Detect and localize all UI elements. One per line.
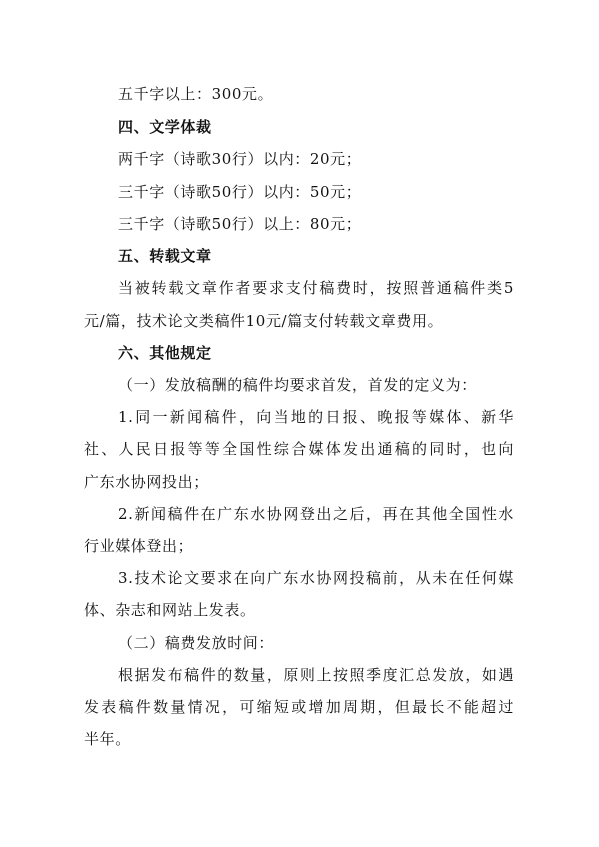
fee-literature-2000: 两千字（诗歌30行）以内：20元； [118, 150, 362, 168]
rule-1-line-1: 1.同一新闻稿件，向当地的日报、晚报等媒体、新华 [118, 408, 514, 426]
payment-paragraph-line-2: 发表稿件数量情况，可缩短或增加周期，但最长不能超过 [84, 698, 514, 716]
rule-3-line-2: 体、杂志和网站上发表。 [84, 601, 256, 619]
rule-1-line-3: 广东水协网投出； [84, 473, 209, 491]
payment-paragraph-line-3: 半年。 [84, 730, 131, 748]
reprint-paragraph-line-2: 元/篇，技术论文类稿件10元/篇支付转载文章费用。 [84, 312, 444, 330]
reprint-paragraph-line-1: 当被转载文章作者要求支付稿费时，按照普通稿件类5 [118, 279, 514, 297]
fee-literature-3000-above: 三千字（诗歌50行）以上：80元； [118, 215, 362, 233]
fee-5000-plus: 五千字以上：300元。 [118, 85, 274, 103]
section-heading-literature: 四、文学体裁 [118, 118, 212, 136]
subsection-payment-time: （二）稿费发放时间： [118, 634, 275, 652]
rule-2-line-1: 2.新闻稿件在广东水协网登出之后，再在其他全国性水 [118, 505, 514, 523]
section-heading-other-rules: 六、其他规定 [118, 344, 212, 362]
subsection-first-publication: （一）发放稿酬的稿件均要求首发，首发的定义为： [118, 376, 477, 394]
payment-paragraph-line-1: 根据发布稿件的数量，原则上按照季度汇总发放，如遇 [118, 666, 514, 684]
rule-3-line-1: 3.技术论文要求在向广东水协网投稿前，从未在任何媒 [118, 569, 514, 587]
section-heading-reprint: 五、转载文章 [118, 247, 212, 265]
rule-2-line-2: 行业媒体登出； [84, 537, 194, 555]
fee-literature-3000-within: 三千字（诗歌50行）以内：50元； [118, 183, 362, 201]
rule-1-line-2: 社、人民日报等等全国性综合媒体发出通稿的同时，也向 [84, 440, 514, 458]
